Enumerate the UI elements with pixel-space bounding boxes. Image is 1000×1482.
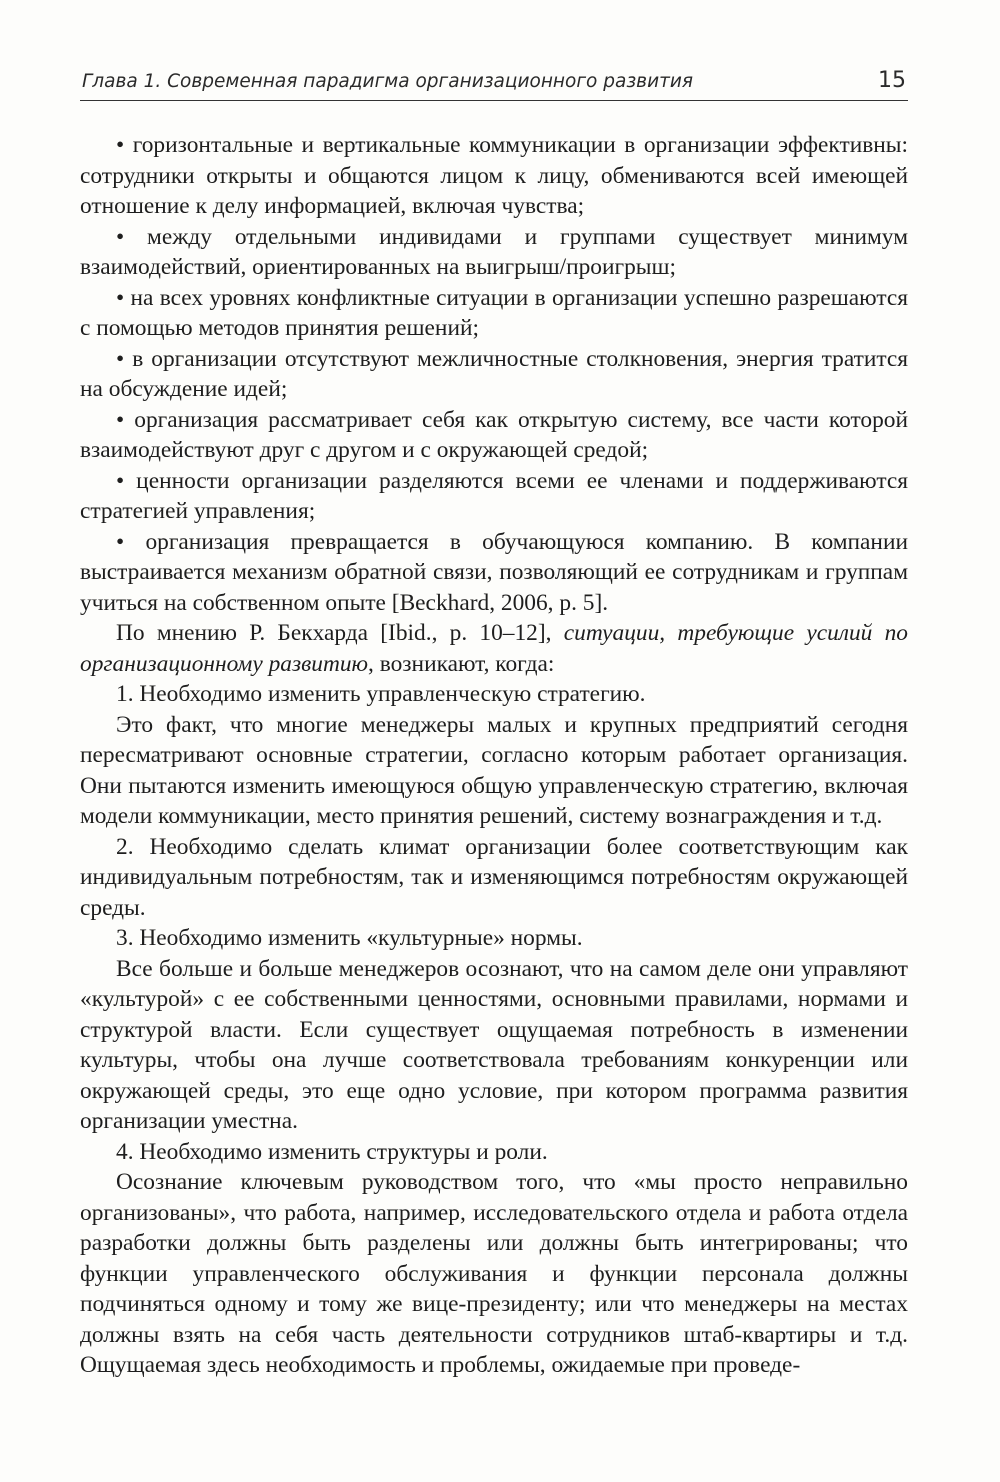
numbered-item-1: 1. Необходимо изменить управленческую стратегию.: [116, 681, 646, 707]
intro-text: По мнению Р. Бекхарда [Ibid., p. 10–12],: [116, 620, 564, 646]
paragraph: Это факт, что многие менеджеры малых и крупных предприятий сегодня пересматривают основные стратегии, согласно которым работает организация. Они пытаются изменить имеющуюся общую управленческую стратегию, включая модели коммуникации, место принятия решений, систему вознаграждения и т.д.: [80, 711, 908, 829]
running-header: [80, 64, 908, 101]
numbered-item-2: 2. Необходимо сделать климат организации более соответствующим как индивидуальным потребностям, так и изменяющимся потребностям окружающей среды.: [80, 833, 908, 921]
page-body: [80, 130, 908, 1381]
bullet-item: • между отдельными индивидами и группами существует минимум взаимодействий, ориентированных на выигрыш/проигрыш;: [80, 222, 908, 283]
bullet-item: • в организации отсутствуют межличностные столкновения, энергия тратится на обсуждение идей;: [80, 344, 908, 405]
numbered-item-3: 3. Необходимо изменить «культурные» нормы.: [116, 925, 583, 951]
intro-text-end: , возникают, когда:: [368, 650, 555, 677]
bullet-item: • на всех уровнях конфликтные ситуации в организации успешно разрешаются с помощью методов принятия решений;: [80, 283, 908, 344]
intro-paragraph: [80, 618, 908, 679]
chapter-title: Глава 1. Современная парадигма организационного развития: [82, 71, 694, 92]
bullet-item: • ценности организации разделяются всеми ее членами и поддерживаются стратегией управления;: [80, 466, 908, 527]
paragraph: Осознание ключевым руководством того, что «мы просто неправильно организованы», что работа, например, исследовательского отдела и работа отдела разработки должны быть разделены или должны быть интегрированы; что функции управленческого обслуживания и функции персонала должны подчиняться одному и тому же вице-президенту; или что менеджеры на местах должны взять на себя часть деятельности сотрудников штаб-квартиры и т.д. Ощущаемая здесь необходимость и проблемы, ожидаемые при проведе-: [80, 1169, 908, 1378]
numbered-item-4: 4. Необходимо изменить структуры и роли.: [116, 1138, 548, 1165]
intro-emphasis: ситуации, требующие усилий по организационному развитию: [80, 620, 908, 677]
bullet-item: • горизонтальные и вертикальные коммуникации в организации эффективны: сотрудники открыты и общаются лицом к лицу, обмениваются всей имеющей отношение к делу информацией, включая чувства;: [80, 130, 908, 222]
paragraph: Все больше и больше менеджеров осознают, что на самом деле они управляют «культурой» с ее собственными ценностями, основными правилами, нормами и структурой власти. Если существует ощущаемая потребность в изменении культуры, чтобы она лучше соответствовала требованиям конкуренции или окружающей среды, это еще одно условие, при котором программа развития организации уместна.: [80, 955, 908, 1134]
bullet-item: • организация рассматривает себя как открытую систему, все части которой взаимодействуют друг с другом и с окружающей средой;: [80, 405, 908, 466]
page-number: 15: [878, 68, 906, 93]
bullet-item: • организация превращается в обучающуюся компанию. В компании выстраивается механизм обратной связи, позволяющий ее сотрудникам и группам учиться на собственном опыте [Beckhard, 2006, p. 5].: [80, 527, 908, 619]
